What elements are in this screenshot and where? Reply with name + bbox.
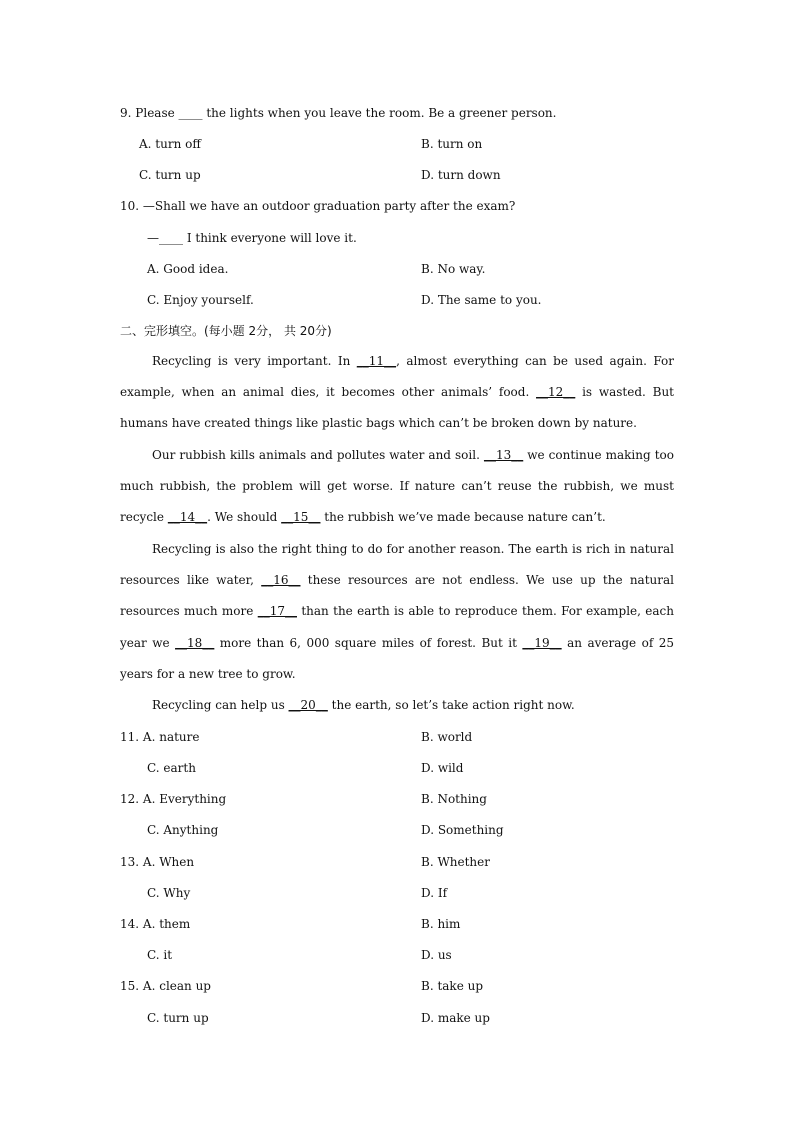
q11-option-d: D. wild <box>421 761 464 775</box>
question-13: 13. A. When <box>120 855 195 869</box>
q13-option-d: D. If <box>421 886 448 900</box>
q12-option-c: C. Anything <box>147 823 219 837</box>
q10-option-d: D. The same to you. <box>421 293 542 307</box>
q15-option-d: D. make up <box>421 1011 490 1025</box>
q15-option-c: C. turn up <box>147 1011 209 1025</box>
blank-18: __18__ <box>175 635 215 650</box>
q10-option-b: B. No way. <box>421 262 486 276</box>
q13-option-b: B. Whether <box>421 855 490 869</box>
q11-option-b: B. world <box>421 730 473 744</box>
passage-paragraph-4: Recycling can help us __20__ the earth, so let’s take action right now. <box>152 698 575 712</box>
q14-option-c: C. it <box>147 948 173 962</box>
blank-20: __20__ <box>288 698 328 712</box>
q10-option-a: A. Good idea. <box>147 262 229 276</box>
q10-option-c: C. Enjoy yourself. <box>147 293 254 307</box>
blank-14: __14__ <box>167 510 208 525</box>
blank-17: __17__ <box>257 604 297 619</box>
question-text: —Shall we have an outdoor graduation party after the exam? <box>142 199 516 213</box>
question-text: Please ____ the lights when you leave the room. Be a greener person. <box>135 106 557 120</box>
q9-option-d: D. turn down <box>421 168 501 182</box>
q15-option-b: B. take up <box>421 979 484 993</box>
blank-12: __12__ <box>536 385 576 400</box>
blank-15: __15__ <box>281 510 321 525</box>
q14-option-d: D. us <box>421 948 452 962</box>
passage-paragraph-2: Our rubbish kills animals and pollutes water and soil. __13__ we continue making too much rubbish, the problem will get worse. If nature can’t reuse the rubbish, we must recycle __14__. We should __15__ the rubbish we’ve made because nature can’t. <box>120 448 674 525</box>
question-9-stem <box>120 105 556 121</box>
q12-option-b: B. Nothing <box>421 792 487 806</box>
section-heading: 二、完形填空。(每小题 2分， 共 20分) <box>120 324 332 338</box>
question-10-reply: —____ I think everyone will love it. <box>147 231 357 245</box>
question-15: 15. A. clean up <box>120 979 211 993</box>
q13-option-c: C. Why <box>147 886 191 900</box>
q11-option-c: C. earth <box>147 761 196 775</box>
question-number: 9. <box>120 106 132 120</box>
question-14: 14. A. them <box>120 917 191 931</box>
blank-13: __13__ <box>483 448 524 462</box>
passage-paragraph-3: Recycling is also the right thing to do for another reason. The earth is rich in natural resources like water, __16__ these resources are not endless. We use up the natural resources much more __17__ than the earth is able to reproduce them. For example, each year we __18__ more than 6, 000 square miles of forest. But it __19__ an average of 25 years for a new tree to grow. <box>120 542 675 681</box>
question-10-stem <box>120 198 515 214</box>
question-12: 12. A. Everything <box>120 792 227 806</box>
blank-16: __16__ <box>261 573 301 588</box>
question-11: 11. A. nature <box>120 730 200 744</box>
passage-paragraph-1: Recycling is very important. In __11__, almost everything can be used again. For example, when an animal dies, it becomes other animals’ food. __12__ is wasted. But humans have created things like plastic bags which can’t be broken down by nature. <box>120 354 674 431</box>
blank-11: __11__ <box>356 354 397 368</box>
question-number: 10. <box>120 199 140 213</box>
q14-option-b: B. him <box>421 917 461 931</box>
q12-option-d: D. Something <box>421 823 504 837</box>
q9-option-b: B. turn on <box>421 137 483 151</box>
q9-option-a: A. turn off <box>139 137 201 151</box>
q9-option-c: C. turn up <box>139 168 201 182</box>
blank-19: __19__ <box>522 635 562 650</box>
